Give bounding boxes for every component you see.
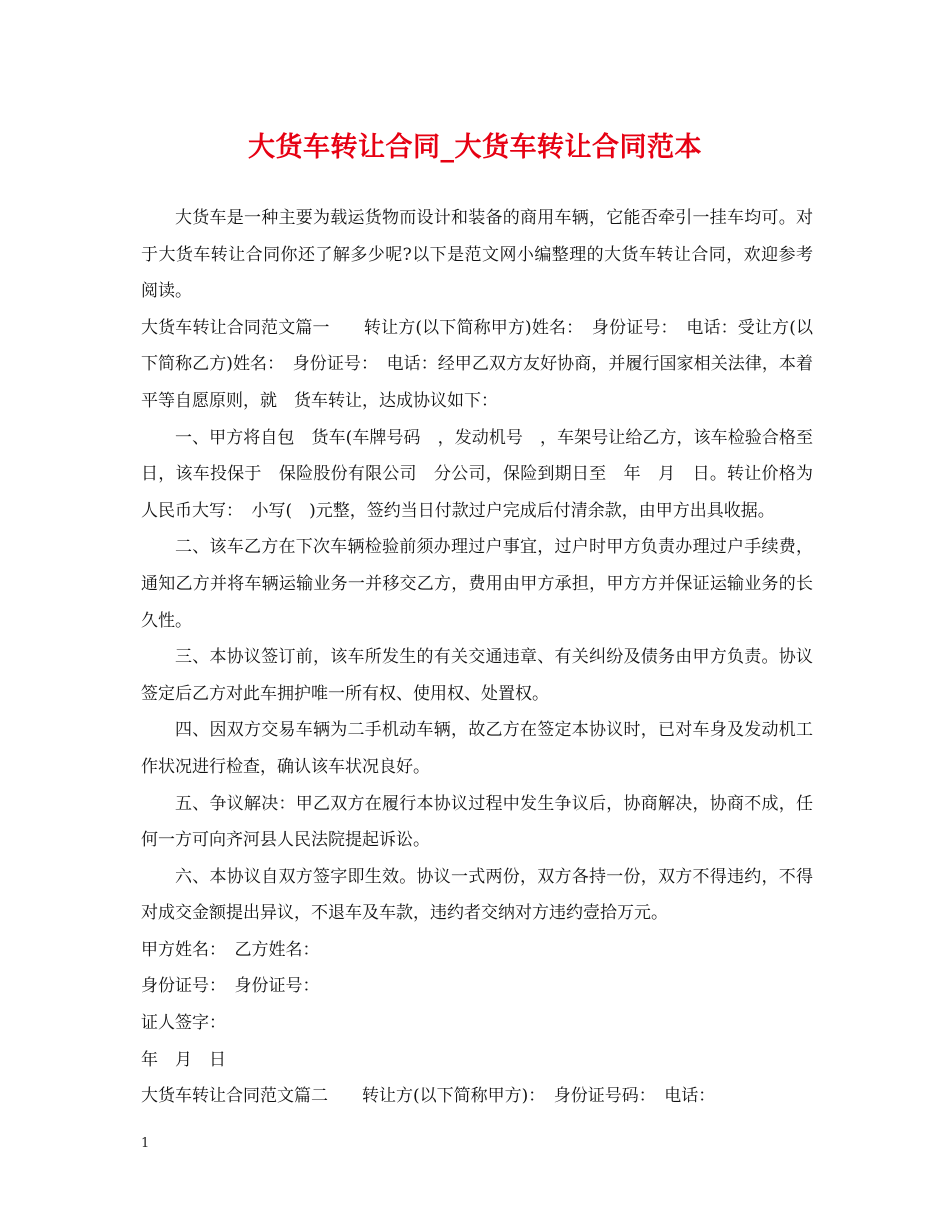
clause-2: 二、该车乙方在下次车辆检验前须办理过户事宜，过户时甲方负责办理过户手续费，通知乙方并将车辆运输业务一并移交乙方，费用由甲方承担，甲方方并保证运输业务的长久性。 (141, 537, 813, 631)
date-line: 年 月 日 (141, 1049, 226, 1070)
section2-header-paragraph: 大货车转让合同范文篇二 转让方(以下简称甲方)： 身份证号码： 电话： (141, 1086, 716, 1107)
clause-3: 三、本协议签订前，该车所发生的有关交通违章、有关纠纷及债务由甲方负责。协议签定后乙方对此车拥护唯一所有权、使用权、处置权。 (141, 647, 813, 704)
document-title: 大货车转让合同_大货车转让合同范本 (248, 132, 702, 163)
section1-header-paragraph: 大货车转让合同范文篇一 转让方(以下简称甲方)姓名： 身份证号： 电话：受让方(以下简称乙方)姓名： 身份证号： 电话：经甲乙双方友好协商，并履行国家相关法律，本着平等自愿原则，就 货车转让，达成协议如下： (141, 317, 813, 411)
clause-1: 一、甲方将自包 货车(车牌号码 ，发动机号 ，车架号让给乙方，该车检验合格至日，该车投保于 保险股份有限公司 分公司，保险到期日至 年 月 日。转让价格为人民币大写： 小写( )元整，签约当日付款过户完成后付清余款，由甲方出具收据。 (141, 427, 813, 521)
page-number: 1 (141, 1136, 150, 1151)
document-body (141, 200, 813, 1115)
clause-6: 六、本协议自双方签字即生效。协议一式两份，双方各持一份，双方不得违约，不得对成交金额提出异议，不退车及车款，违约者交纳对方违约壹拾万元。 (141, 866, 813, 924)
intro-paragraph: 大货车是一种主要为载运货物而设计和装备的商用车辆，它能否牵引一挂车均可。对于大货车转让合同你还了解多少呢?以下是范文网小编整理的大货车转让合同，欢迎参考阅读。 (141, 208, 813, 302)
clause-5: 五、争议解决：甲乙双方在履行本协议过程中发生争议后，协商解决，协商不成，任何一方可向齐河县人民法院提起诉讼。 (141, 793, 813, 851)
signature-id-line: 身份证号： 身份证号： (141, 976, 320, 997)
clause-4: 四、因双方交易车辆为二手机动车辆，故乙方在签定本协议时，已对车身及发动机工作状况进行检查，确认该车状况良好。 (141, 720, 813, 777)
witness-signature-line: 证人签字： (141, 1013, 226, 1034)
signature-names-line: 甲方姓名： 乙方姓名： (141, 939, 320, 960)
